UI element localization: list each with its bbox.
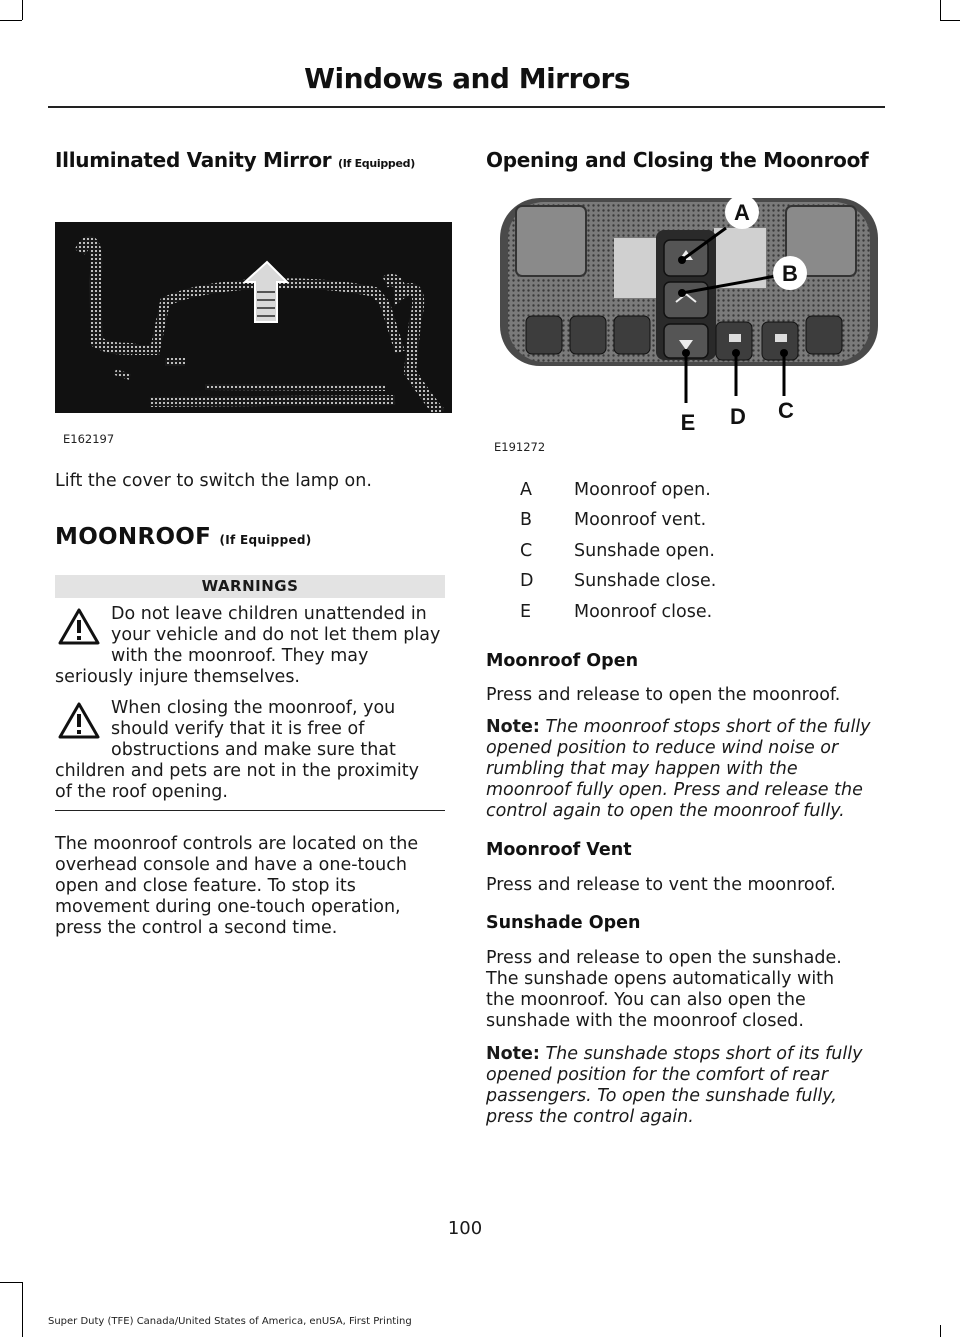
note-text: press the control again. bbox=[486, 1107, 694, 1127]
page-header-title: Windows and Mirrors bbox=[304, 62, 630, 95]
crop-mark bbox=[22, 1282, 23, 1337]
note-text: moonroof fully open. Press and release the bbox=[486, 780, 863, 800]
moonroof-heading bbox=[55, 524, 312, 550]
crop-mark bbox=[940, 1325, 941, 1337]
warning-line: with the moonroof. They may bbox=[111, 646, 369, 666]
note-label: Note: bbox=[486, 1044, 540, 1064]
callout-b: B bbox=[782, 261, 798, 286]
warnings-label: WARNINGS bbox=[201, 577, 299, 595]
note-text: rumbling that may happen with the bbox=[486, 759, 798, 779]
note-text: passengers. To open the sunshade fully, bbox=[486, 1086, 837, 1106]
note-text: opened position for the comfort of rear bbox=[486, 1065, 829, 1085]
legend-letter: B bbox=[520, 510, 533, 530]
warning-text-1 bbox=[111, 604, 440, 667]
note-line bbox=[486, 1107, 862, 1128]
moonroof-if-equipped: (If Equipped) bbox=[219, 533, 312, 547]
figure-code: E162197 bbox=[63, 432, 115, 446]
warning-icon bbox=[57, 701, 101, 741]
note-line bbox=[486, 759, 871, 780]
warning-text-2-tail bbox=[55, 761, 419, 803]
vanity-mirror-illustration bbox=[55, 222, 452, 413]
console-illustration bbox=[486, 198, 883, 435]
note-line bbox=[486, 1044, 862, 1065]
warning-line: When closing the moonroof, you bbox=[111, 698, 396, 718]
moonroof-console-figure bbox=[486, 198, 883, 435]
callout-c: C bbox=[778, 398, 794, 423]
note-text: opened position to reduce wind noise or bbox=[486, 738, 839, 758]
note-line bbox=[486, 738, 871, 759]
warning-text-2 bbox=[111, 698, 396, 761]
body-line: open and close feature. To stop its bbox=[55, 876, 356, 896]
warning-line: your vehicle and do not let them play bbox=[111, 625, 441, 645]
legend-letter: E bbox=[520, 602, 532, 622]
warning-line: of the roof opening. bbox=[55, 782, 228, 802]
legend-text: Moonroof open. bbox=[574, 480, 711, 500]
note-1 bbox=[486, 717, 871, 822]
crop-mark bbox=[940, 0, 941, 20]
moonroof-title: MOONROOF bbox=[55, 524, 212, 550]
body-line: Press and release to open the sunshade. bbox=[486, 948, 842, 968]
sunshade-open-heading: Sunshade Open bbox=[486, 913, 641, 933]
note-line bbox=[486, 780, 871, 801]
vanity-mirror-heading bbox=[55, 148, 415, 172]
moonroof-open-text: Press and release to open the moonroof. bbox=[486, 685, 841, 705]
warning-text-1-tail: seriously injure themselves. bbox=[55, 667, 300, 687]
note-line bbox=[486, 1086, 862, 1107]
footer-text: Super Duty (TFE) Canada/United States of America, enUSA, First Printing bbox=[48, 1316, 412, 1327]
crop-mark bbox=[940, 20, 960, 21]
warning-line: obstructions and make sure that bbox=[111, 740, 396, 760]
header-rule bbox=[48, 106, 885, 108]
note-line bbox=[486, 717, 871, 738]
legend-letter: A bbox=[520, 480, 532, 500]
legend-text: Moonroof vent. bbox=[574, 510, 707, 530]
vanity-mirror-title: Illuminated Vanity Mirror bbox=[55, 148, 332, 172]
note-text: The sunshade stops short of its fully bbox=[545, 1044, 863, 1064]
body-line: press the control a second time. bbox=[55, 918, 338, 938]
note-2 bbox=[486, 1044, 862, 1128]
callout-d: D bbox=[730, 404, 746, 429]
crop-mark bbox=[22, 0, 23, 20]
legend-text: Moonroof close. bbox=[574, 602, 713, 622]
body-line: The moonroof controls are located on the bbox=[55, 834, 419, 854]
legend-text: Sunshade open. bbox=[574, 541, 715, 561]
moonroof-vent-text: Press and release to vent the moonroof. bbox=[486, 875, 836, 895]
moonroof-vent-heading: Moonroof Vent bbox=[486, 840, 632, 860]
warning-icon bbox=[57, 607, 101, 647]
warning-line: children and pets are not in the proximity bbox=[55, 761, 419, 781]
moonroof-open-heading: Moonroof Open bbox=[486, 651, 639, 671]
body-line: movement during one-touch operation, bbox=[55, 897, 401, 917]
moonroof-body bbox=[55, 834, 418, 939]
warning-line: Do not leave children unattended in bbox=[111, 604, 427, 624]
legend-letter: C bbox=[520, 541, 533, 561]
body-line: the moonroof. You can also open the bbox=[486, 990, 806, 1010]
sunshade-open-text bbox=[486, 948, 842, 1032]
note-line bbox=[486, 801, 871, 822]
legend-letter: D bbox=[520, 571, 534, 591]
note-text: control again to open the moonroof fully. bbox=[486, 801, 845, 821]
note-text: The moonroof stops short of the fully bbox=[545, 717, 871, 737]
lift-text: Lift the cover to switch the lamp on. bbox=[55, 471, 372, 491]
figure-code: E191272 bbox=[494, 440, 546, 454]
body-line: overhead console and have a one-touch bbox=[55, 855, 407, 875]
callout-e: E bbox=[680, 410, 696, 435]
warnings-bar bbox=[55, 575, 445, 598]
legend-text: Sunshade close. bbox=[574, 571, 717, 591]
body-line: sunshade with the moonroof closed. bbox=[486, 1011, 804, 1031]
body-line: The sunshade opens automatically with bbox=[486, 969, 835, 989]
opening-closing-heading: Opening and Closing the Moonroof bbox=[486, 148, 869, 172]
note-line bbox=[486, 1065, 862, 1086]
crop-mark bbox=[0, 20, 22, 21]
warnings-end-rule bbox=[55, 810, 445, 811]
note-label: Note: bbox=[486, 717, 540, 737]
callout-a: A bbox=[734, 200, 750, 225]
crop-mark bbox=[0, 1282, 22, 1283]
vanity-mirror-figure bbox=[55, 222, 452, 413]
warning-line: should verify that it is free of bbox=[111, 719, 365, 739]
up-arrow-icon bbox=[245, 262, 287, 322]
vanity-if-equipped: (If Equipped) bbox=[338, 157, 415, 170]
page-number: 100 bbox=[447, 1218, 483, 1239]
